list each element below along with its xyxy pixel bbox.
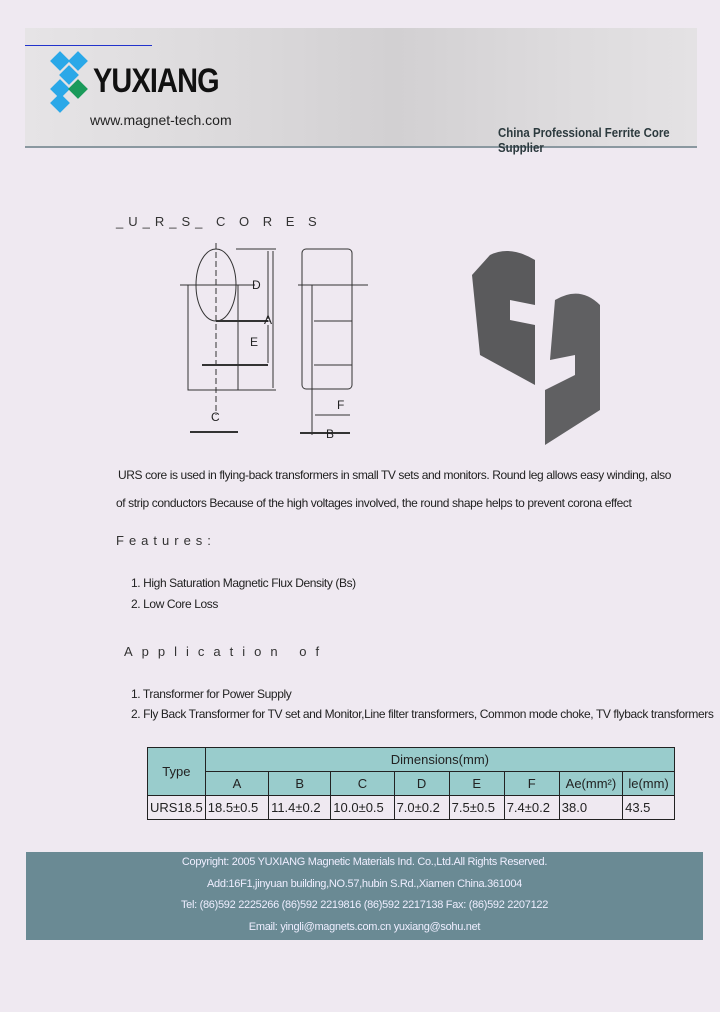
- cell: 11.4±0.2: [269, 796, 331, 820]
- column-header: D: [394, 772, 449, 796]
- cell: 7.5±0.5: [449, 796, 504, 820]
- column-header: F: [504, 772, 559, 796]
- cell: 18.5±0.5: [205, 796, 268, 820]
- copyright: Copyright: 2005 YUXIANG Magnetic Materials Ind. Co.,Ltd.All Rights Reserved.: [181, 856, 548, 868]
- core-dimension-drawing: [180, 235, 380, 445]
- table-row: [148, 796, 675, 820]
- cell: URS18.5: [148, 796, 206, 820]
- label-b: B: [326, 427, 334, 441]
- footer: [26, 852, 703, 940]
- label-d: D: [252, 278, 261, 292]
- cell: 10.0±0.5: [331, 796, 394, 820]
- column-header: le(mm): [623, 772, 675, 796]
- feature-item: 2. Low Core Loss: [131, 597, 218, 611]
- cell: 43.5: [623, 796, 675, 820]
- label-f: F: [337, 398, 344, 412]
- cell: 7.0±0.2: [394, 796, 449, 820]
- type-header: Type: [148, 748, 206, 796]
- description-line-1: URS core is used in flying-back transformers in small TV sets and monitors. Round leg allows easy winding, also: [118, 468, 671, 482]
- application-item: 2. Fly Back Transformer for TV set and Monitor,Line filter transformers, Common mode choke, TV flyback transformers: [131, 707, 714, 721]
- cell: 38.0: [559, 796, 622, 820]
- features-heading: Features:: [116, 533, 216, 548]
- application-item: 1. Transformer for Power Supply: [131, 687, 292, 701]
- page-title: _U_R_S_ C O R E S: [116, 214, 322, 229]
- divider: [25, 45, 152, 46]
- website-link[interactable]: www.magnet-tech.com: [90, 112, 232, 128]
- core-photo: [460, 245, 630, 445]
- phone: Tel: (86)592 2225266 (86)592 2219816 (86)592 2217138 Fax: (86)592 2207122: [180, 899, 549, 911]
- column-header: A: [205, 772, 268, 796]
- applications-heading: Application of: [124, 644, 329, 659]
- column-header: Ae(mm²): [559, 772, 622, 796]
- label-e: E: [250, 335, 258, 349]
- description-line-2: of strip conductors Because of the high voltages involved, the round shape helps to prevent corona effect: [116, 496, 632, 510]
- email[interactable]: Email: yingli@magnets.com.cn yuxiang@sohu.net: [248, 920, 481, 933]
- dimensions-table: [147, 747, 675, 820]
- column-header: E: [449, 772, 504, 796]
- label-c: C: [211, 410, 220, 424]
- address: Add:16F1,jinyuan building,NO.57,hubin S.Rd.,Xiamen China.361004: [207, 877, 522, 890]
- column-header: C: [331, 772, 394, 796]
- column-header: B: [269, 772, 331, 796]
- cell: 7.4±0.2: [504, 796, 559, 820]
- feature-item: 1. High Saturation Magnetic Flux Density (Bs): [131, 576, 356, 590]
- brand-name: YUXIANG: [93, 62, 219, 100]
- label-a: A: [264, 313, 272, 327]
- slogan: China Professional Ferrite Core Supplier: [498, 125, 670, 155]
- logo-icon: [50, 52, 90, 114]
- dimensions-header: Dimensions(mm): [205, 748, 674, 772]
